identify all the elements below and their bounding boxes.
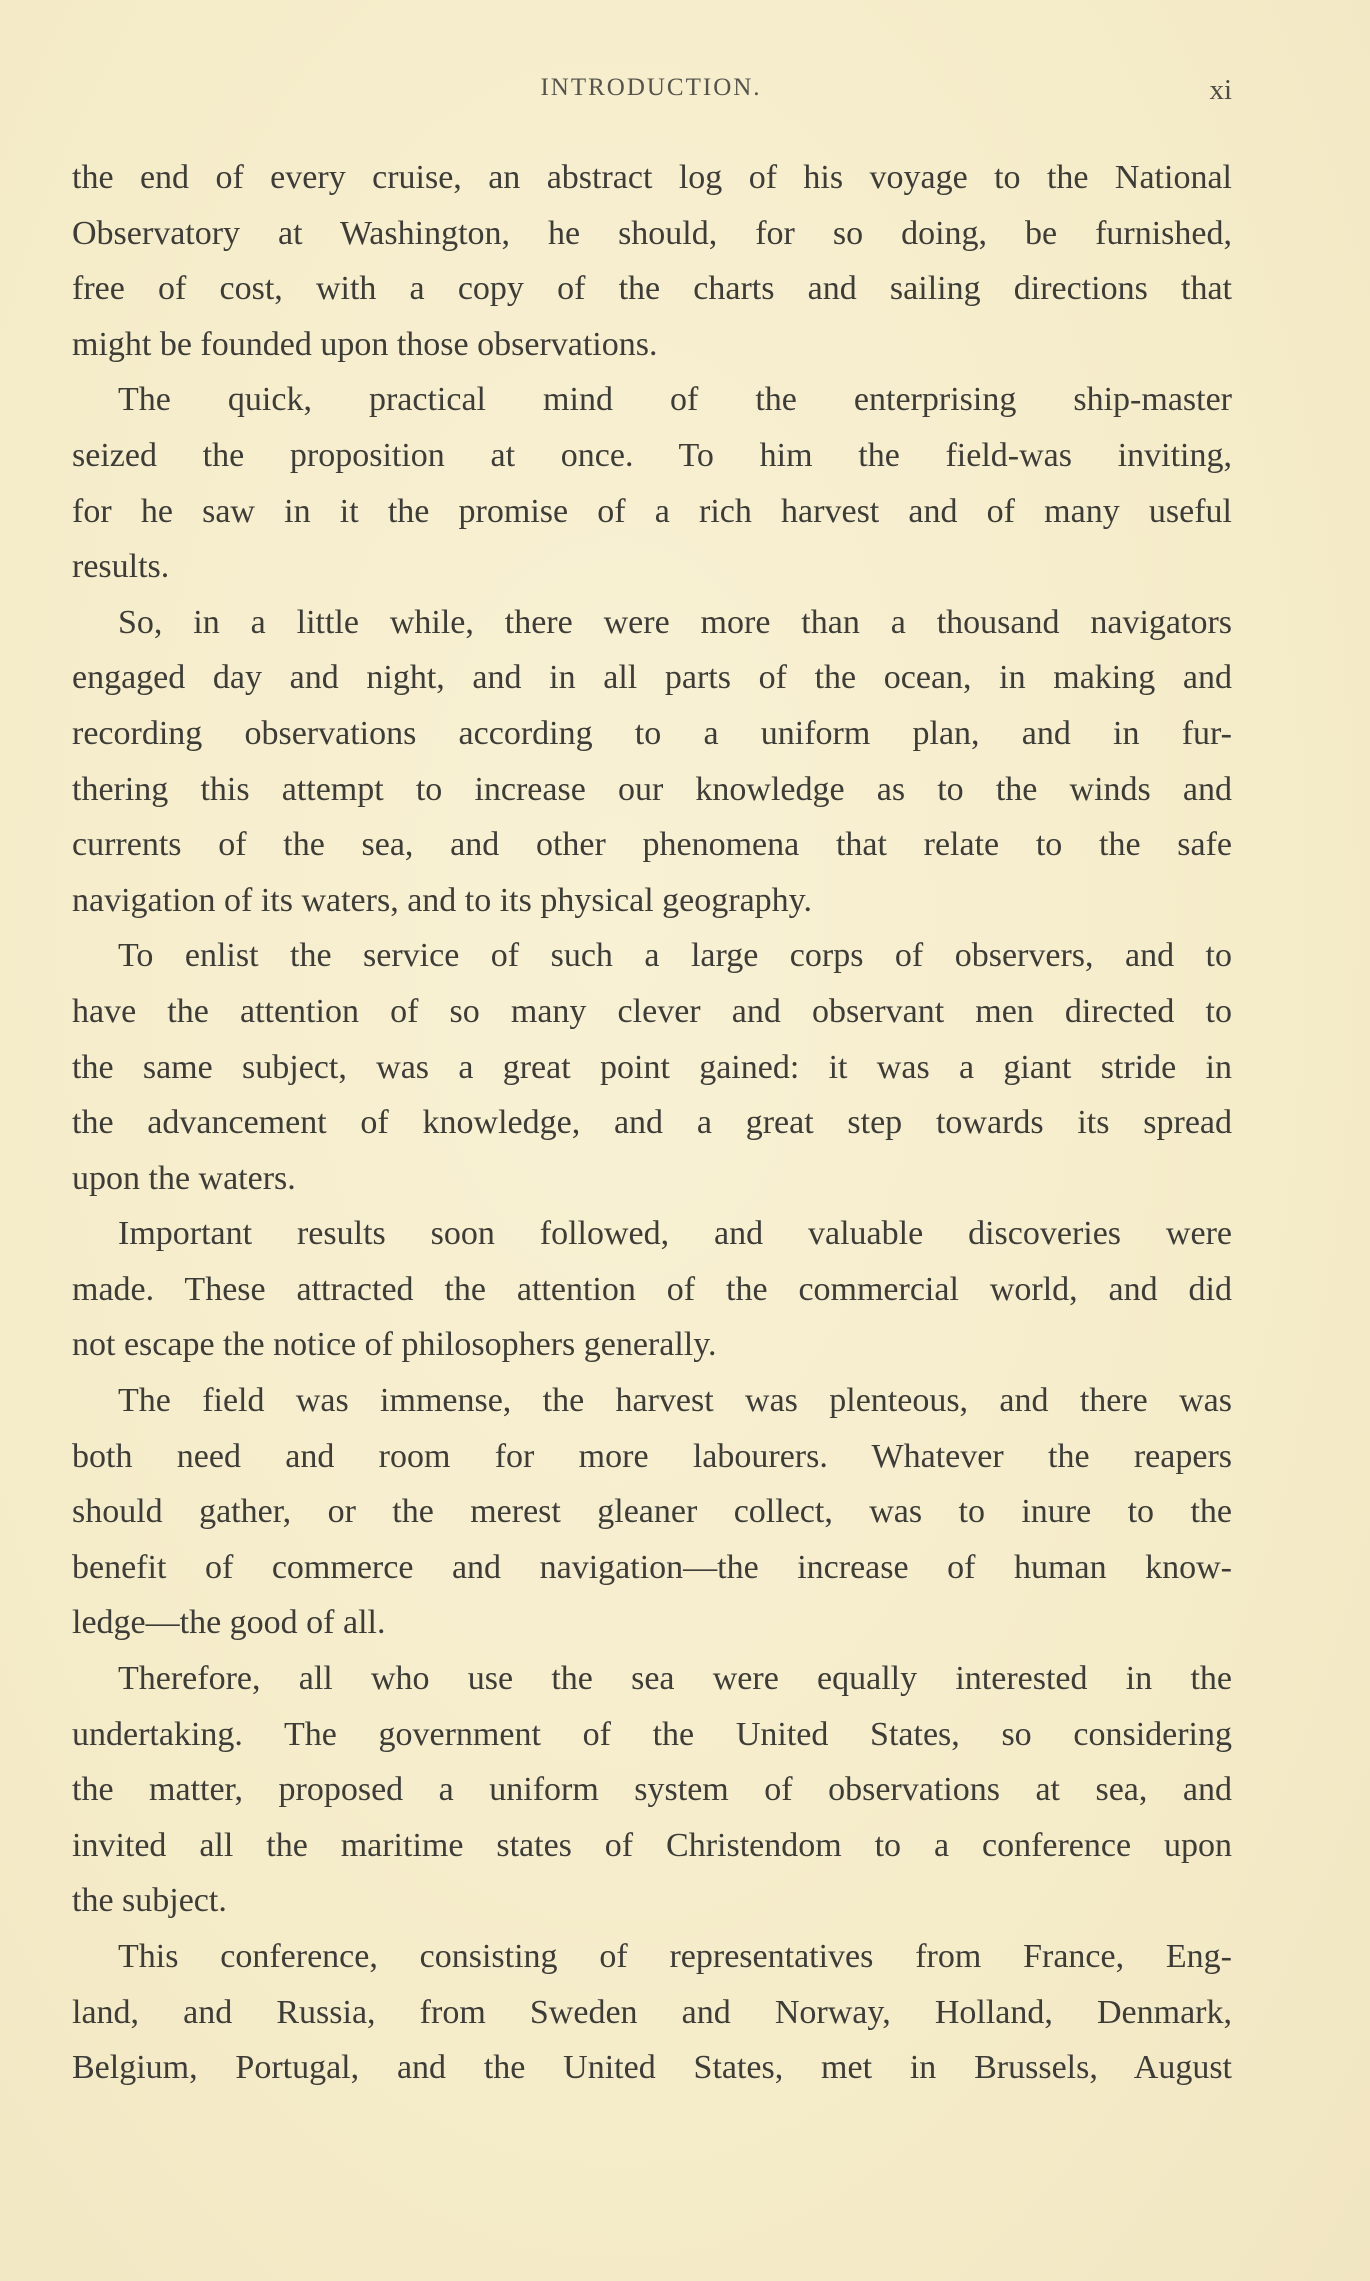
- text-line: To enlist the service of such a large corps of observers, and to: [118, 937, 1232, 975]
- text-line: both need and room for more labourers. Whatever the reapers: [72, 1437, 1232, 1475]
- text-line: seized the proposition at once. To him the field-was inviting,: [72, 436, 1232, 474]
- body-text: [72, 150, 1232, 2096]
- running-head: [70, 74, 1232, 114]
- text-line: Important results soon followed, and valuable discoveries were: [118, 1215, 1232, 1253]
- text-line: the same subject, was a great point gained: it was a giant stride in: [72, 1048, 1232, 1086]
- text-line: the matter, proposed a uniform system of observations at sea, and: [72, 1771, 1232, 1809]
- text-line: the advancement of knowledge, and a great step towards its spread: [72, 1104, 1232, 1142]
- text-line: not escape the notice of philosophers generally.: [72, 1326, 717, 1364]
- text-line: upon the waters.: [72, 1159, 296, 1197]
- text-line: So, in a little while, there were more than a thousand navigators: [118, 603, 1232, 641]
- text-line: the subject.: [72, 1882, 227, 1920]
- text-line: made. These attracted the attention of the commercial world, and did: [72, 1270, 1232, 1308]
- text-line: invited all the maritime states of Christendom to a conference upon: [72, 1826, 1232, 1864]
- text-line: recording observations according to a uniform plan, and in fur-: [72, 714, 1232, 752]
- text-line: results.: [72, 548, 170, 586]
- text-line: for he saw in it the promise of a rich harvest and of many useful: [72, 492, 1232, 530]
- text-line: should gather, or the merest gleaner collect, was to inure to the: [72, 1493, 1232, 1531]
- text-line: have the attention of so many clever and observant men directed to: [72, 992, 1232, 1030]
- text-line: ledge—the good of all.: [72, 1604, 386, 1642]
- text-line: currents of the sea, and other phenomena that relate to the safe: [72, 826, 1232, 864]
- running-title: INTRODUCTION.: [540, 74, 762, 101]
- text-line: engaged day and night, and in all parts of the ocean, in making and: [72, 659, 1232, 697]
- text-line: The field was immense, the harvest was plenteous, and there was: [118, 1382, 1232, 1420]
- text-line: undertaking. The government of the United States, so considering: [72, 1715, 1232, 1753]
- text-line: Belgium, Portugal, and the United States, met in Brussels, August: [72, 2049, 1232, 2087]
- text-line: land, and Russia, from Sweden and Norway, Holland, Denmark,: [72, 1993, 1232, 2031]
- text-line: free of cost, with a copy of the charts and sailing directions that: [72, 270, 1232, 308]
- text-line: This conference, consisting of representatives from France, Eng-: [118, 1938, 1232, 1975]
- text-line: The quick, practical mind of the enterprising ship-master: [118, 381, 1232, 419]
- text-line: Therefore, all who use the sea were equally interested in the: [118, 1660, 1232, 1698]
- text-line: benefit of commerce and navigation—the increase of human know-: [72, 1548, 1232, 1586]
- text-line: might be founded upon those observations.: [72, 325, 658, 363]
- text-line: the end of every cruise, an abstract log of his voyage to the National: [72, 159, 1232, 196]
- page-number: xi: [1209, 74, 1232, 106]
- text-line: thering this attempt to increase our knowledge as to the winds and: [72, 770, 1232, 808]
- text-line: navigation of its waters, and to its physical geography.: [72, 881, 812, 919]
- text-line: Observatory at Washington, he should, for so doing, be furnished,: [72, 214, 1232, 252]
